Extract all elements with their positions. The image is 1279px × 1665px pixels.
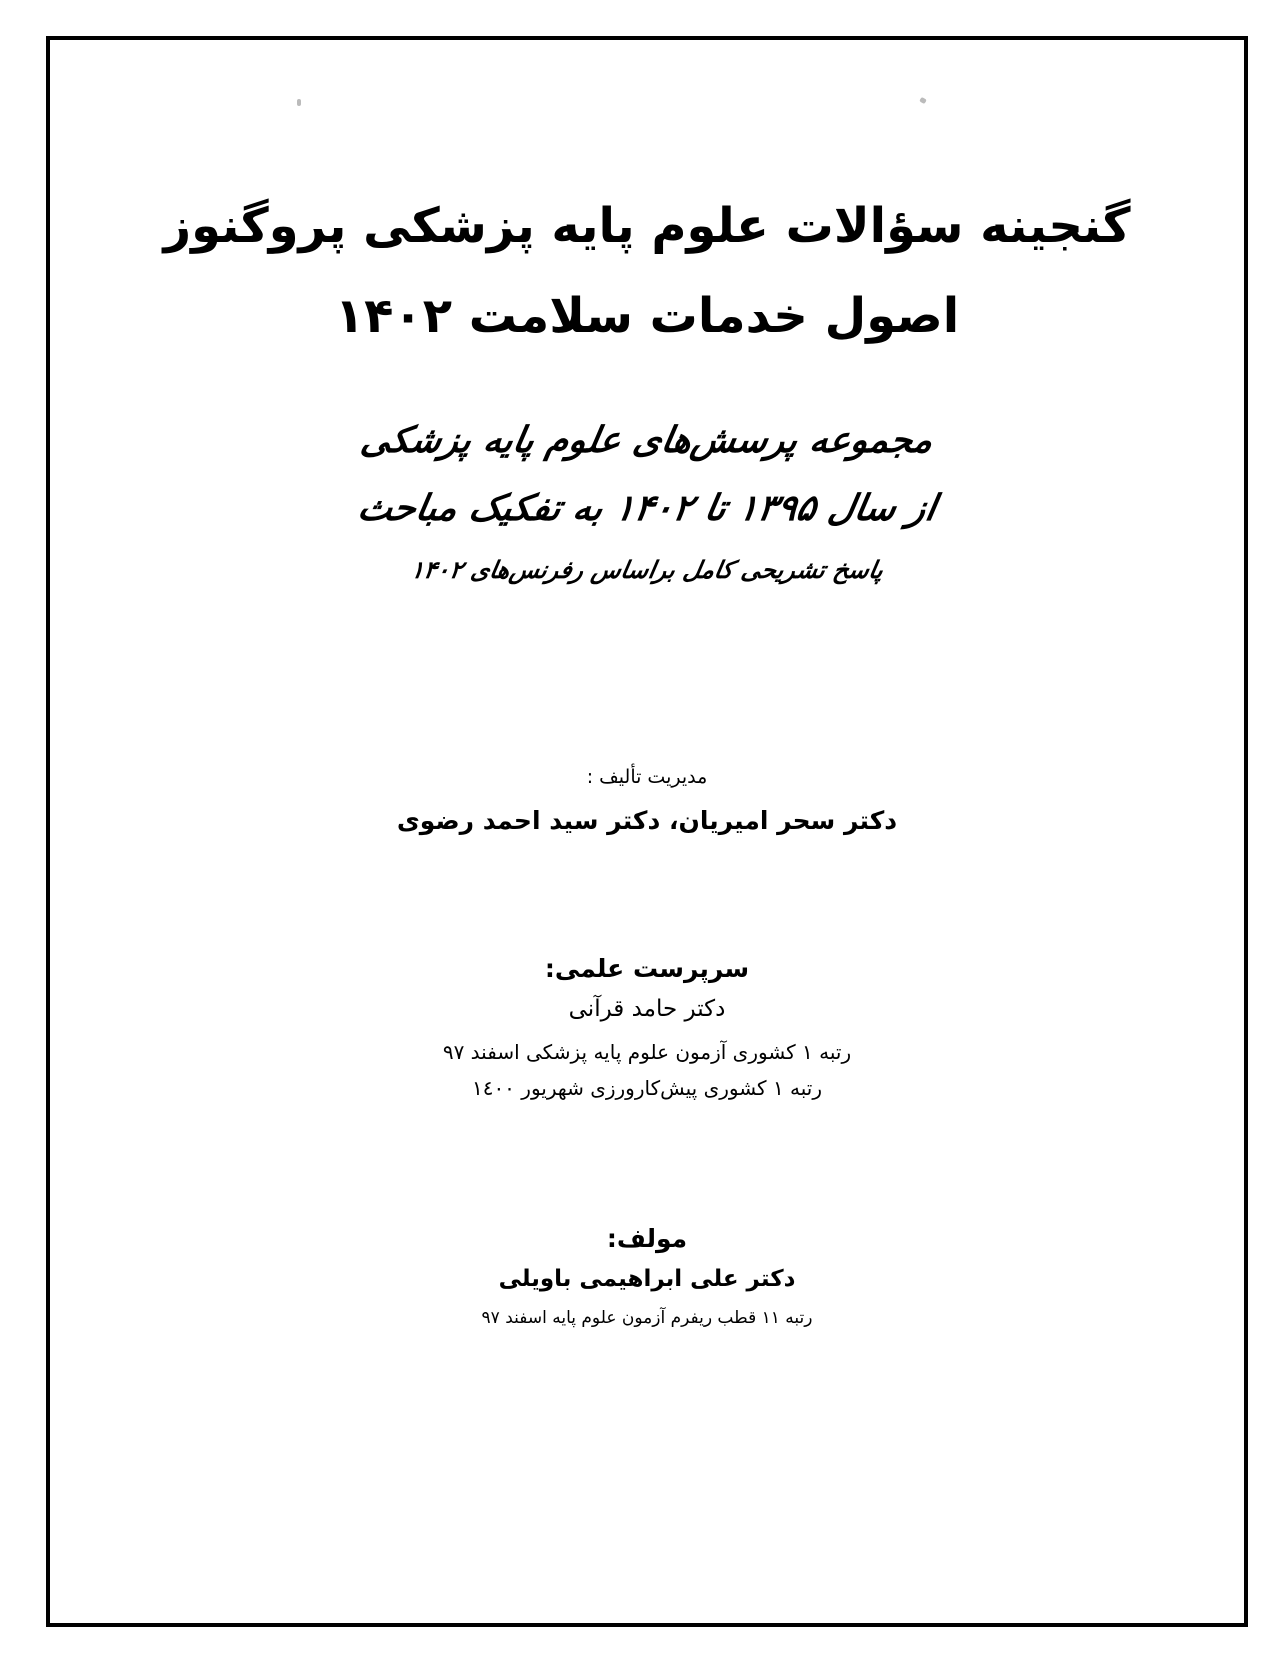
main-title-line-2: اصول خدمات سلامت ۱۴۰۲	[334, 288, 960, 344]
author-label: مولف:	[606, 1224, 688, 1253]
management-label: مدیریت تألیف :	[586, 766, 708, 788]
supervisor-rank-1: رتبه ۱ کشوری آزمون علوم پایه پزشکی اسفند ۹۷	[442, 1040, 852, 1064]
subtitle-line-1: مجموعه پرسش‌های علوم پایه پزشکی	[357, 420, 937, 461]
scan-speck	[297, 99, 301, 106]
subtitle-line-3: پاسخ تشریحی کامل براساس رفرنس‌های ۱۴۰۲	[408, 556, 886, 584]
subtitle-line-2: از سال ۱۳۹۵ تا ۱۴۰۲ به تفکیک مباحث	[354, 488, 940, 529]
supervisor-rank-2: رتبه ۱ کشوری پیش‌کارورزی شهریور ۱٤۰۰	[471, 1076, 823, 1100]
main-title-line-1: گنجینه سؤالات علوم پایه پزشکی پروگنوز	[163, 198, 1131, 254]
management-names: دکتر سحر امیریان، دکتر سید احمد رضوی	[396, 806, 898, 835]
author-rank: رتبه ۱۱ قطب ریفرم آزمون علوم پایه اسفند ۹۷	[481, 1308, 813, 1328]
supervisor-name: دکتر حامد قرآنی	[568, 996, 726, 1022]
author-name: دکتر علی ابراهیمی باویلی	[498, 1266, 796, 1292]
supervisor-label: سرپرست علمی:	[544, 954, 750, 983]
